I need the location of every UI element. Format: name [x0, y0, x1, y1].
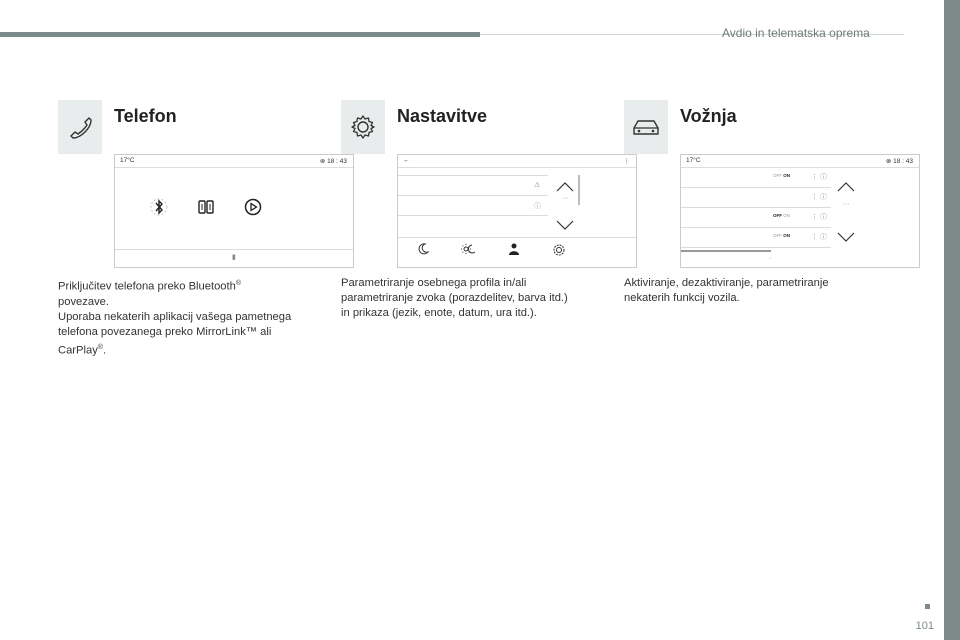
settings-gear-icon[interactable]	[550, 241, 566, 262]
desc-line: povezave.	[58, 295, 109, 308]
side-strip	[944, 0, 960, 640]
user-profile-icon[interactable]	[506, 242, 520, 261]
status-bar	[115, 155, 353, 168]
section-description	[341, 276, 611, 321]
divider	[681, 187, 831, 188]
desc-line: telefona povezanega preko MirrorLink™ ali	[58, 325, 272, 338]
ellipsis-icon: ···	[562, 195, 569, 202]
info-icon: ⓘ	[534, 203, 541, 210]
info-icon[interactable]: ⋮ ⓘ	[811, 194, 827, 201]
gear-icon	[341, 100, 385, 154]
page-indicator: ▮	[232, 254, 236, 261]
divider	[398, 175, 548, 176]
bluetooth-icon[interactable]	[149, 197, 169, 222]
header-title: Avdio in telematska oprema	[722, 26, 870, 40]
menu-dots[interactable]: ⋮	[623, 158, 630, 165]
page-marker	[925, 604, 930, 609]
clock: ⊗ 18 : 43	[885, 158, 913, 165]
brightness-icon[interactable]	[460, 242, 476, 261]
divider	[115, 249, 353, 250]
toggle-on-label: ON	[783, 233, 791, 238]
section-title: Nastavitve	[397, 106, 488, 126]
ellipsis-icon: ···	[843, 201, 850, 208]
moon-icon[interactable]	[416, 242, 430, 261]
toggle-off-label: OFF	[773, 213, 782, 218]
toggle-switch[interactable]	[773, 173, 790, 178]
chevron-up-icon[interactable]	[837, 179, 855, 197]
phone-screen	[114, 154, 354, 268]
divider	[681, 227, 831, 228]
toggle-on-label: ON	[783, 173, 791, 178]
desc-line: parametriranje zvoka (porazdelitev, barva itd.)	[341, 292, 568, 304]
toggle-off-label: OFF	[773, 173, 782, 178]
driving-screen	[680, 154, 920, 268]
back-arrow[interactable]: ←	[403, 157, 410, 164]
status-bar	[681, 155, 919, 168]
desc-line: in prikaza (jezik, enote, datum, ura itd.).	[341, 307, 537, 319]
desc-line: Uporaba nekaterih aplikacij vašega pametnega	[58, 310, 292, 323]
toggle-switch[interactable]	[773, 213, 790, 218]
clock: ⊗ 18 : 43	[319, 158, 347, 165]
settings-screen	[397, 154, 637, 268]
scrollbar[interactable]	[578, 175, 580, 205]
desc-line: Parametriranje osebnega profila in/ali	[341, 277, 527, 289]
toggle-switch[interactable]	[773, 233, 790, 238]
phone-icon	[58, 100, 102, 154]
toggle-off-label: OFF	[773, 233, 782, 238]
temperature: 17°C	[686, 157, 701, 164]
divider	[681, 207, 831, 208]
info-icon[interactable]: ⋮ ⓘ	[811, 214, 827, 221]
section-title: Vožnja	[680, 106, 737, 126]
divider	[398, 195, 548, 196]
info-icon[interactable]: ⋮ ⓘ	[811, 174, 827, 181]
progress-bar	[681, 250, 771, 252]
mirrorlink-icon[interactable]	[196, 197, 216, 222]
chevron-down-icon[interactable]	[556, 217, 574, 235]
section-description: Priključitev telefona preko Bluetooth® povezave. Uporaba nekaterih aplikacij vašega pametnega telefona povezanega preko MirrorLink™ ali CarPlay®.	[58, 280, 292, 357]
desc-line: Priključitev telefona preko Bluetooth	[58, 280, 236, 293]
desc-line: Aktiviranje, dezaktiviranje, parametriranje	[624, 277, 829, 289]
temperature: 17°C	[120, 157, 135, 164]
desc-line: nekaterih funkcij vozila.	[624, 292, 740, 304]
info-icon[interactable]: ⋮ ⓘ	[811, 234, 827, 241]
car-icon	[624, 100, 668, 154]
carplay-icon[interactable]	[243, 197, 263, 222]
divider	[398, 215, 548, 216]
warning-icon: ⚠	[534, 182, 541, 189]
divider	[398, 237, 636, 238]
page-indicator: ·	[769, 255, 772, 262]
toggle-on-label: ON	[783, 213, 791, 218]
status-bar	[398, 155, 636, 168]
desc-line: CarPlay	[58, 344, 98, 357]
chevron-down-icon[interactable]	[837, 229, 855, 247]
header-bar	[0, 32, 480, 37]
divider	[681, 247, 831, 248]
section-description	[624, 276, 894, 306]
section-title: Telefon	[114, 106, 177, 126]
page-number: 101	[915, 620, 934, 632]
